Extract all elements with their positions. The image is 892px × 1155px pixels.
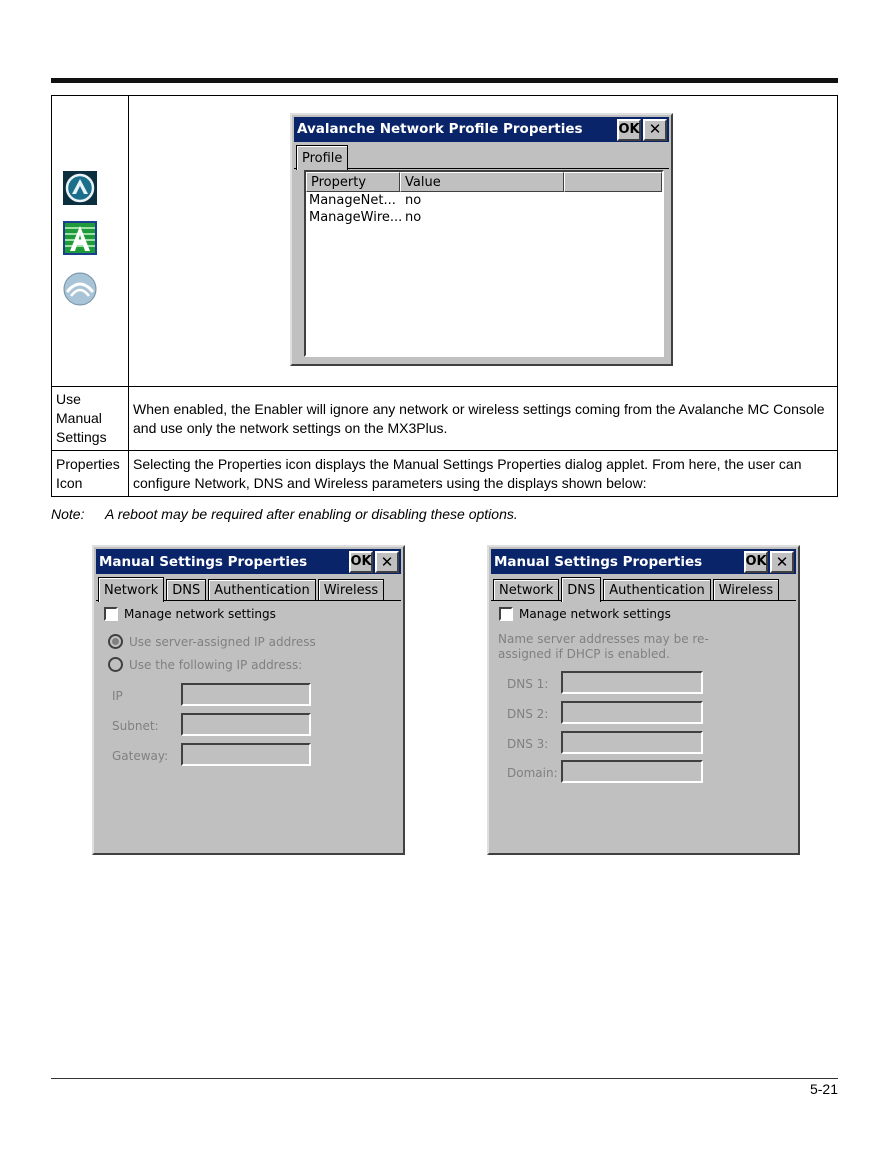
manage-network-checkbox[interactable] <box>499 607 513 621</box>
tab-dns[interactable]: DNS <box>166 579 206 601</box>
list-header <box>306 172 662 192</box>
avalanche-circle-icon <box>63 171 97 205</box>
dialog-title: Manual Settings Properties <box>494 553 703 570</box>
dns3-field[interactable] <box>561 731 703 754</box>
avalanche-dialog-cell <box>129 96 838 387</box>
ok-button[interactable]: OK <box>744 551 768 573</box>
manage-network-checkbox-row[interactable] <box>104 607 276 621</box>
column-header-empty[interactable] <box>564 172 662 192</box>
tab-strip <box>98 577 386 601</box>
top-rule <box>51 78 838 83</box>
tab-strip <box>493 577 781 601</box>
tab-authentication[interactable]: Authentication <box>603 579 710 601</box>
subnet-label: Subnet: <box>112 719 159 733</box>
tab-network[interactable]: Network <box>493 579 559 601</box>
manage-network-label: Manage network settings <box>519 607 671 621</box>
close-button[interactable]: ✕ <box>643 119 667 141</box>
tab-network[interactable]: Network <box>98 577 164 602</box>
close-button[interactable]: ✕ <box>770 551 794 573</box>
dhcp-note-line2: assigned if DHCP is enabled. <box>498 647 670 661</box>
tab-profile[interactable]: Profile <box>296 145 348 170</box>
gateway-field[interactable] <box>181 743 311 766</box>
manual-settings-dns-dialog <box>487 545 800 855</box>
following-ip-label: Use the following IP address: <box>129 657 303 672</box>
following-ip-radio-row[interactable] <box>108 657 302 672</box>
bottom-rule <box>51 1078 838 1079</box>
property-value: no <box>405 210 422 225</box>
ok-button[interactable]: OK <box>617 119 641 141</box>
dns1-field[interactable] <box>561 671 703 694</box>
domain-label: Domain: <box>507 766 558 780</box>
avalanche-globe-icon <box>63 272 97 306</box>
dns2-label: DNS 2: <box>507 707 549 721</box>
ip-field[interactable] <box>181 683 311 706</box>
tab-dns[interactable]: DNS <box>561 577 601 602</box>
manage-network-checkbox[interactable] <box>104 607 118 621</box>
note-label: Note: <box>51 506 85 522</box>
column-header-property[interactable]: Property <box>306 172 400 192</box>
avalanche-a-icon <box>63 221 97 255</box>
dialog-titlebar <box>96 549 401 574</box>
dialog-title: Avalanche Network Profile Properties <box>297 121 583 137</box>
list-item[interactable] <box>306 192 662 209</box>
tab-authentication[interactable]: Authentication <box>208 579 315 601</box>
table-row <box>52 451 838 497</box>
list-item[interactable] <box>306 209 662 226</box>
gateway-label: Gateway: <box>112 749 169 763</box>
settings-table <box>51 95 838 497</box>
manage-network-label: Manage network settings <box>124 607 276 621</box>
dns3-label: DNS 3: <box>507 737 549 751</box>
tab-wireless[interactable]: Wireless <box>713 579 779 601</box>
table-row <box>52 96 838 387</box>
server-assigned-radio[interactable] <box>108 634 123 649</box>
tab-strip <box>296 145 350 169</box>
dialog-title: Manual Settings Properties <box>99 553 308 570</box>
server-assigned-radio-row[interactable] <box>108 634 316 649</box>
note <box>51 506 518 522</box>
manage-network-checkbox-row[interactable] <box>499 607 671 621</box>
icon-cell <box>52 96 129 387</box>
property-name: ManageNet... <box>309 193 396 208</box>
dialog-titlebar <box>294 117 669 142</box>
subnet-field[interactable] <box>181 713 311 736</box>
avalanche-profile-dialog <box>290 113 673 366</box>
server-assigned-label: Use server-assigned IP address <box>129 634 316 649</box>
row-description: When enabled, the Enabler will ignore any network or wireless settings coming from the Avalanche MC Console and use only the network settings on the MX3Plus. <box>129 387 838 451</box>
page-number: 5-21 <box>809 1081 838 1097</box>
row-label: Properties Icon <box>52 451 129 497</box>
note-text: A reboot may be required after enabling or disabling these options. <box>105 506 518 522</box>
property-list[interactable] <box>304 170 664 357</box>
manual-settings-network-dialog <box>92 545 405 855</box>
close-button[interactable]: ✕ <box>375 551 399 573</box>
dns2-field[interactable] <box>561 701 703 724</box>
column-header-value[interactable]: Value <box>400 172 564 192</box>
ip-label: IP <box>112 689 123 703</box>
dns1-label: DNS 1: <box>507 677 549 691</box>
ok-button[interactable]: OK <box>349 551 373 573</box>
dhcp-note-line1: Name server addresses may be re- <box>498 632 709 646</box>
domain-field[interactable] <box>561 760 703 783</box>
dialog-titlebar <box>491 549 796 574</box>
row-description: Selecting the Properties icon displays the Manual Settings Properties dialog applet. From here, the user can configure Network, DNS and Wireless parameters using the displays shown below: <box>129 451 838 497</box>
following-ip-radio[interactable] <box>108 657 123 672</box>
tab-wireless[interactable]: Wireless <box>318 579 384 601</box>
property-name: ManageWire... <box>309 210 402 225</box>
property-value: no <box>405 193 422 208</box>
table-row <box>52 387 838 451</box>
row-label: Use Manual Settings <box>52 387 129 451</box>
